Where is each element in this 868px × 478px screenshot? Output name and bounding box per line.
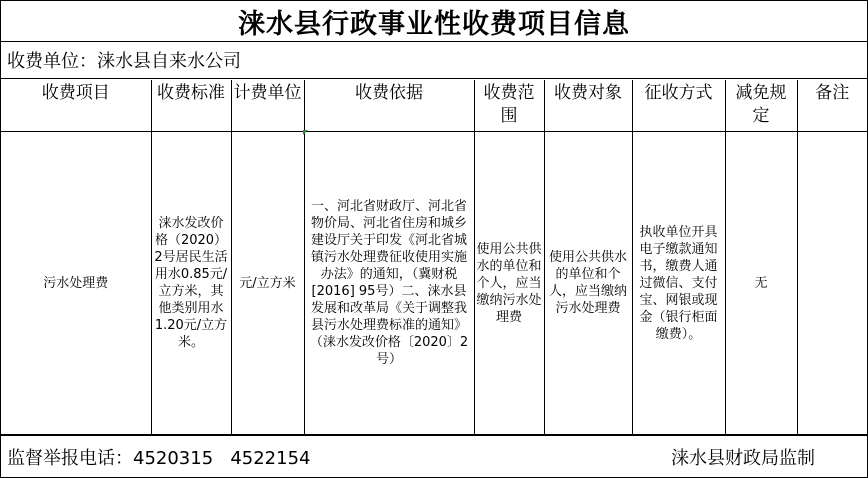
- hotline-text: 监督举报电话：4520315 4522154: [7, 447, 311, 469]
- table-header-row: [1, 80, 867, 132]
- cell-remark: [797, 132, 867, 435]
- header-exemption: 减免规定: [725, 80, 797, 132]
- cell-fee-item: 污水处理费: [1, 132, 151, 435]
- cell-comment-marker-icon: [303, 130, 308, 135]
- table-row: [1, 132, 867, 435]
- header-remark: 备注: [797, 80, 867, 132]
- header-fee-target: 收费对象: [544, 80, 632, 132]
- header-fee-scope: 收费范围: [474, 80, 544, 132]
- cell-exemption: 无: [725, 132, 797, 435]
- header-fee-basis: 收费依据: [304, 80, 474, 132]
- header-fee-standard: 收费标准: [151, 80, 231, 132]
- supervisor-text: 涞水县财政局监制: [671, 447, 815, 469]
- cell-fee-standard: 涞水发改价格（2020）2号居民生活用水0.85元/立方米，其他类别用水1.20元/立方米。: [151, 132, 231, 435]
- cell-collection-method: 执收单位开具电子缴款通知书，缴费人通过微信、支付宝、网银或现金（银行柜面缴费）。: [632, 132, 725, 435]
- page-title: 涞水县行政事业性收费项目信息: [1, 1, 867, 42]
- fee-table: [1, 80, 867, 435]
- cell-fee-basis: 一、河北省财政厅、河北省物价局、河北省住房和城乡建设厅关于印发《河北省城镇污水处理费征收使用实施办法》的通知，（冀财税[2016] 95号）二、涞水县发展和改革局《关于调整我县污水处理费标准的通知》（涞水发改价格〔2020〕2号）: [304, 132, 474, 435]
- header-collection-method: 征收方式: [632, 80, 725, 132]
- cell-fee-scope: 使用公共供水的单位和个人，应当缴纳污水处理费: [474, 132, 544, 435]
- cell-fee-target: 使用公共供水的单位和个人，应当缴纳污水处理费: [544, 132, 632, 435]
- charging-unit-line: 收费单位：涞水县自来水公司: [1, 42, 867, 79]
- header-fee-item: 收费项目: [1, 80, 151, 132]
- footer-bar: [1, 435, 867, 477]
- header-billing-unit: 计费单位: [231, 80, 304, 132]
- cell-billing-unit: 元/立方米: [231, 132, 304, 435]
